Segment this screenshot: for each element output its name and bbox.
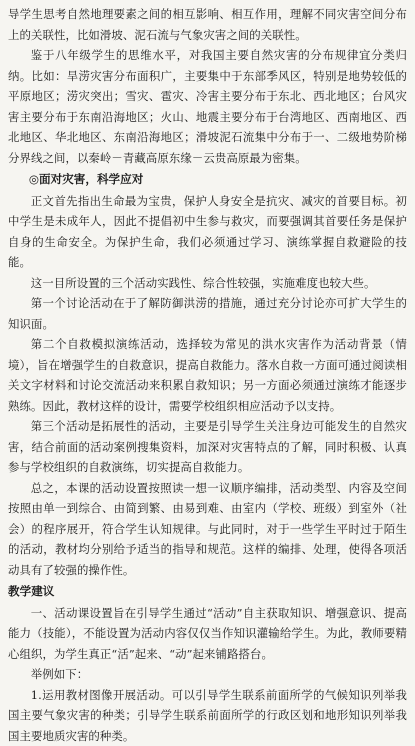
paragraph-8: 总之，本课的活动设置按照读一想一议顺序编排，活动类型、内容及空间按照由单一到综合、由简到繁、由易到难、由室内（学校、班级）到室外（社会）的程序展开，符合学生认知规律。与此同时，对于一些学生平时过于陌生的活动，教材均分别给予适当的指导和规范。这样的编排、处理，使得各项活动具有了较强的操作性。 — [8, 478, 407, 581]
paragraph-9: 一、活动课设置旨在引导学生通过“活动”自主获取知识、增强意识、提高能力（技能），不能设置为活动内容仅仅当作知识灌输给学生。为此，教师要精心组织，为学生真正“活”起来、“动”起来铺路搭台。 — [8, 603, 407, 665]
teaching-suggestions-heading: 教学建议 — [8, 581, 407, 602]
paragraph-11: 1.运用教材图像开展活动。可以引导学生联系前面所学的气候知识列举我国主要气象灾害的种类；引导学生联系前面所学的行政区划和地形知识列举我国主要地质灾害的种类。 — [8, 685, 407, 746]
paragraph-6: 第二个自救模拟演练活动，选择较为常见的洪水灾害作为活动背景（情境），旨在增强学生的自救意识，提高自救能力。落水自救一方面可通过阅读相关文字材料和讨论交流活动来积累自救知识；另一方面必须通过演练才能逐步熟练。因此，教材这样的设计，需要学校组织相应活动予以支持。 — [8, 334, 407, 416]
paragraph-3: 正文首先指出生命最为宝贵，保护人身安全是抗灾、减灾的首要目标。初中学生是未成年人，因此不提倡初中生参与救灾，而要强调其首要任务是保护自身的生命安全。为保护生命，我们必须通过学习、演练掌握自救避险的技能。 — [8, 191, 407, 273]
paragraph-10: 举例如下： — [8, 664, 407, 685]
paragraph-2: 鉴于八年级学生的思维水平，对我国主要自然灾害的分布规律宜分类归纳。比如：旱涝灾害分布面积广，主要集中于东部季风区，特别是地势较低的平原地区；涝灾突出；雪灾、雹灾、冷害主要分布于东北、西北地区；台风灾害主要分布于东南沿海地区；火山、地震主要分布于台湾地区、西南地区、西北地区、华北地区、东南沿海地区；滑坡泥石流集中分布于一、二级地势阶梯分界线之间，以秦岭－青藏高原东缘－云贵高原最为密集。 — [8, 45, 407, 168]
paragraph-5: 第一个讨论活动在于了解防御洪涝的措施，通过充分讨论亦可扩大学生的知识面。 — [8, 293, 407, 334]
paragraph-4: 这一目所设置的三个活动实践性、综合性较强，实施难度也较大些。 — [8, 273, 407, 294]
paragraph-1: 导学生思考自然地理要素之间的相互影响、相互作用，理解不同灾害空间分布上的关联性，比如滑坡、泥石流与气象灾害之间的关联性。 — [8, 4, 407, 45]
section-heading: ◎面对灾害，科学应对 — [8, 169, 407, 190]
paragraph-7: 第三个活动是拓展性的活动，主要是引导学生关注身边可能发生的自然灾害，结合前面的活动案例搜集资料，加深对灾害特点的了解，同时积极、认真参与学校组织的自救演练，切实提高自救能力。 — [8, 416, 407, 478]
